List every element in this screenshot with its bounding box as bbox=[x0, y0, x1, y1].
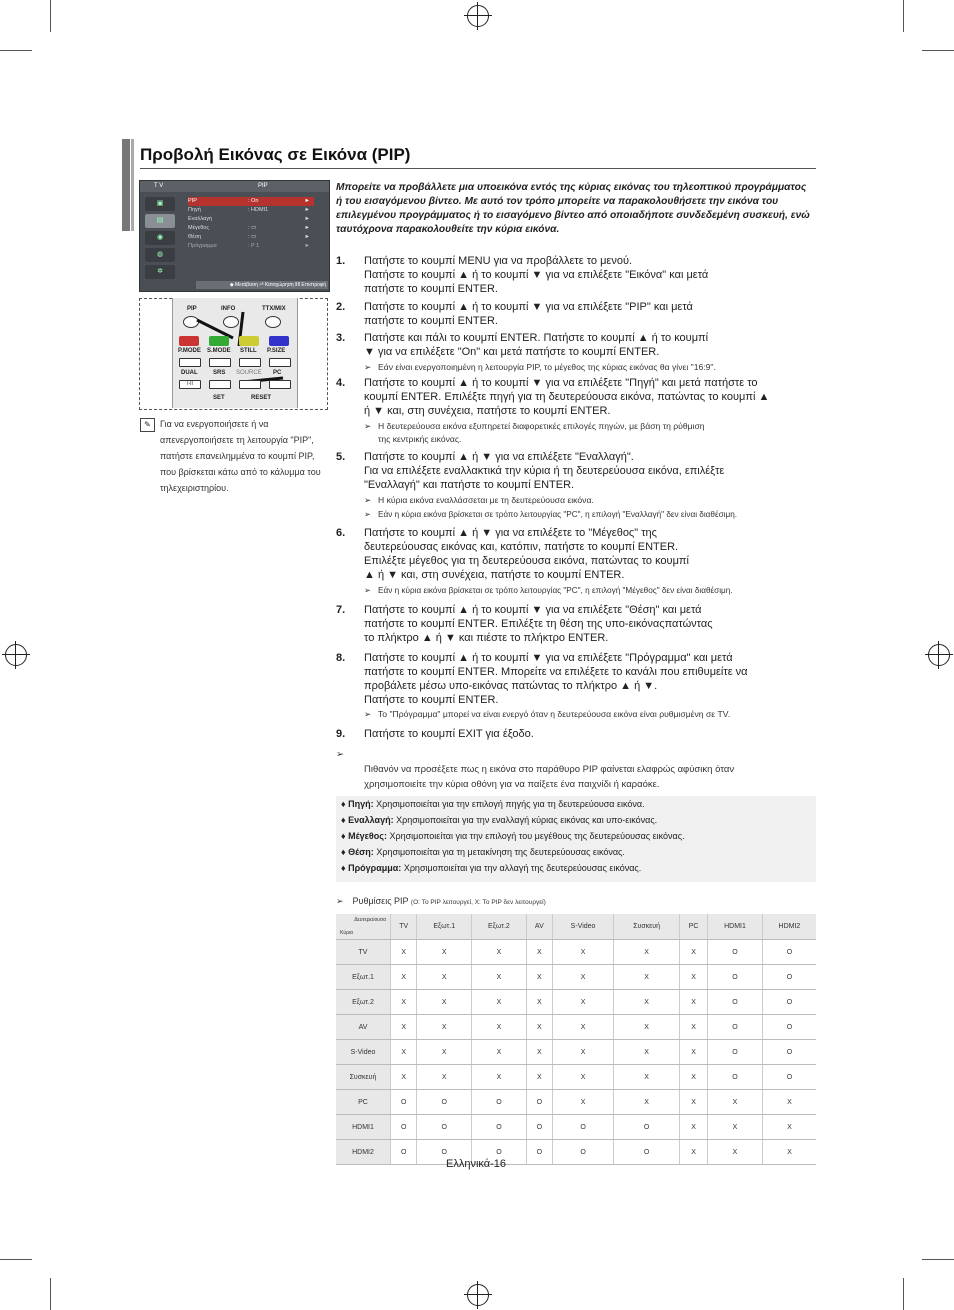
crop-mark bbox=[50, 0, 51, 32]
note-arrow-icon: ➢ bbox=[364, 495, 372, 505]
tv-menu-row: Πηγή : HDMI1 ► bbox=[188, 207, 310, 213]
tv-menu-sound-icon: ◉ bbox=[145, 231, 175, 245]
table-cell: X bbox=[614, 965, 680, 990]
table-cell: O bbox=[708, 1040, 763, 1065]
tv-menu-setup-icon: ✲ bbox=[145, 265, 175, 279]
table-row bbox=[336, 1015, 816, 1040]
table-cell: X bbox=[417, 990, 472, 1015]
table-row-header: TV bbox=[336, 940, 391, 965]
table-cell: X bbox=[614, 940, 680, 965]
remote-label-info: INFO bbox=[221, 306, 236, 312]
table-cell: X bbox=[472, 965, 527, 990]
remote-label-set: SET bbox=[213, 395, 225, 401]
table-cell: X bbox=[762, 1115, 816, 1140]
table-cell: X bbox=[526, 1040, 552, 1065]
table-cell: X bbox=[552, 965, 613, 990]
table-cell: X bbox=[680, 965, 708, 990]
remote-red-button bbox=[179, 336, 199, 346]
table-cell: O bbox=[762, 1065, 816, 1090]
step-4-note: ➢ Η δευτερεύουσα εικόνα εξυπηρετεί διαφορετικές επιλογές πηγών, με βάση τη ρύθμιση της κεντρικής εικόνας. bbox=[364, 421, 705, 444]
table-cell: O bbox=[526, 1115, 552, 1140]
table-row-header: Εξωτ.1 bbox=[336, 965, 391, 990]
table-cell: X bbox=[472, 1040, 527, 1065]
table-cell: O bbox=[762, 990, 816, 1015]
tv-menu-row: Μέγεθος : ▭ ► bbox=[188, 225, 310, 231]
title-accent-bar bbox=[131, 139, 134, 231]
tv-menu-row: Θέση : ▭ ► bbox=[188, 234, 310, 240]
page-footer: Ελληνικά-16 bbox=[446, 1158, 507, 1170]
step-3-note: ➢ Εάν είναι ενεργοποιημένη η λειτουργία PIP, το μέγεθος της κύριας εικόνας θα γίνει "16:9". bbox=[364, 362, 716, 372]
table-column-header: TV bbox=[391, 914, 417, 940]
table-cell: X bbox=[417, 940, 472, 965]
table-cell: O bbox=[552, 1140, 613, 1165]
table-cell: O bbox=[472, 1115, 527, 1140]
table-header-row bbox=[336, 914, 816, 940]
table-cell: X bbox=[614, 1015, 680, 1040]
crop-mark bbox=[0, 50, 32, 51]
table-cell: X bbox=[762, 1140, 816, 1165]
step-5-note-2: ➢ Εάν η κύρια εικόνα βρίσκεται σε τρόπο λειτουργίας "PC", η επιλογή "Εναλλαγή" δεν είναι διαθέσιμη. bbox=[364, 510, 738, 519]
table-row-header: S-Video bbox=[336, 1040, 391, 1065]
table-cell: O bbox=[708, 1065, 763, 1090]
table-cell: X bbox=[526, 1015, 552, 1040]
note-arrow-icon: ➢ bbox=[364, 709, 372, 719]
table-cell: O bbox=[526, 1140, 552, 1165]
table-column-header: PC bbox=[680, 914, 708, 940]
table-cell: O bbox=[614, 1115, 680, 1140]
table-row-header: PC bbox=[336, 1090, 391, 1115]
table-cell: X bbox=[614, 990, 680, 1015]
registration-mark-icon bbox=[928, 644, 950, 666]
tv-menu-header bbox=[140, 181, 329, 192]
table-row bbox=[336, 1115, 816, 1140]
remote-still-button bbox=[239, 358, 261, 367]
glossary-item: ♦ Μέγεθος: Χρησιμοποιείται για την επιλογή του μεγέθους της δευτερεύουσας εικόνας. bbox=[341, 831, 685, 841]
table-row-header: HDMI2 bbox=[336, 1140, 391, 1165]
glossary-item: ♦ Εναλλαγή: Χρησιμοποιείται για την εναλλαγή κύριας εικόνας και υπο-εικόνας. bbox=[341, 815, 658, 825]
table-cell: X bbox=[417, 1065, 472, 1090]
tv-menu-footer: ◆ Μετάβαση ⏎ Καταχώρηση ⅡⅡ Επιστροφή bbox=[196, 281, 328, 289]
table-cell: O bbox=[762, 1015, 816, 1040]
table-cell: X bbox=[614, 1040, 680, 1065]
table-cell: X bbox=[391, 940, 417, 965]
registration-mark-icon bbox=[467, 1284, 489, 1306]
table-cell: O bbox=[391, 1140, 417, 1165]
crop-mark bbox=[903, 0, 904, 32]
step-5-note: ➢ Η κύρια εικόνα εναλλάσσεται με τη δευτερεύουσα εικόνα. bbox=[364, 495, 594, 505]
table-cell: X bbox=[680, 1065, 708, 1090]
table-cell: O bbox=[614, 1140, 680, 1165]
table-cell: O bbox=[417, 1140, 472, 1165]
tv-menu-input-icon: ▣ bbox=[145, 197, 175, 211]
table-cell: X bbox=[417, 965, 472, 990]
table-cell: X bbox=[680, 1090, 708, 1115]
note-icon: ✎ bbox=[140, 418, 155, 432]
page-title: Προβολή Εικόνας σε Εικόνα (PIP) bbox=[140, 145, 411, 164]
remote-label-pmode: P.MODE bbox=[178, 348, 201, 354]
table-row-header: AV bbox=[336, 1015, 391, 1040]
remote-label-ttx: TTX/MIX bbox=[262, 306, 286, 312]
note-arrow-icon: ➢ bbox=[364, 421, 372, 431]
table-column-header: AV bbox=[526, 914, 552, 940]
table-cell: X bbox=[680, 1015, 708, 1040]
step-6-note: ➢ Εάν η κύρια εικόνα βρίσκεται σε τρόπο λειτουργίας "PC", η επιλογή "Μέγεθος" δεν είναι διαθέσιμη. bbox=[364, 586, 733, 595]
table-cell: X bbox=[680, 1140, 708, 1165]
table-cell: O bbox=[526, 1090, 552, 1115]
table-column-header: Εξωτ.1 bbox=[417, 914, 472, 940]
remote-smode-button bbox=[209, 358, 231, 367]
remote-label-pc: PC bbox=[273, 370, 282, 376]
remote-label-smode: S.MODE bbox=[207, 348, 231, 354]
table-cell: X bbox=[391, 1040, 417, 1065]
tv-menu-list bbox=[188, 197, 314, 251]
remote-pc-button bbox=[269, 380, 291, 389]
remote-label-reset: RESET bbox=[251, 395, 272, 401]
table-cell: X bbox=[526, 1065, 552, 1090]
remote-label-psize: P.SIZE bbox=[267, 348, 286, 354]
table-column-header: Συσκευή bbox=[614, 914, 680, 940]
table-cell: O bbox=[708, 1015, 763, 1040]
title-divider bbox=[140, 168, 816, 169]
table-cell: X bbox=[680, 1115, 708, 1140]
table-cell: X bbox=[472, 1065, 527, 1090]
intro-paragraph: Μπορείτε να προβάλλετε μια υποεικόνα εντός της κύριας εικόνας του τηλεοπτικού προγράμματος ή του εισαγόμενου βίντεο. Με αυτό τον τρόπο μπορείτε να παρακολουθήσετε την εικόνα του επιλεγμένου προγράμματος ή το εισαγόμενο βίντεο από οποιαδήποτε συνδεδεμένη συσκευή, ενώ ταυτόχρονα παρακολουθείτε την κύρια εικόνα. bbox=[336, 182, 810, 235]
table-column-header: HDMI1 bbox=[708, 914, 763, 940]
table-cell: X bbox=[680, 990, 708, 1015]
side-note: Για να ενεργοποιήσετε ή να απενεργοποιήσετε τη λειτουργία "PIP", πατήστε επανειλημμένα το κουμπί PIP, που βρίσκεται κάτω από το κάλυμμα του τηλεχειριστηρίου. bbox=[160, 419, 321, 493]
tv-menu-channel-icon: ◍ bbox=[145, 248, 175, 262]
table-row bbox=[336, 965, 816, 990]
remote-label-pip: PIP bbox=[187, 306, 197, 312]
tv-menu-tab-tv: T V bbox=[154, 183, 164, 189]
table-row-header: Συσκευή bbox=[336, 1065, 391, 1090]
registration-mark-icon bbox=[5, 644, 27, 666]
table-cell: X bbox=[391, 1015, 417, 1040]
remote-label-srs: SRS bbox=[213, 370, 226, 376]
tv-menu-sidebar bbox=[142, 195, 178, 280]
table-cell: O bbox=[762, 940, 816, 965]
note-arrow-icon: ➢ bbox=[364, 362, 372, 372]
table-cell: X bbox=[526, 965, 552, 990]
tv-menu-screenshot bbox=[139, 180, 330, 292]
table-corner-cell: Δευτερεύουσα Κύρια bbox=[336, 914, 391, 940]
table-cell: X bbox=[552, 1015, 613, 1040]
tv-menu-row: Πρόγραμμα : P 1 ► bbox=[188, 243, 310, 249]
pip-settings-table bbox=[336, 914, 816, 1165]
table-cell: O bbox=[472, 1140, 527, 1165]
table-row bbox=[336, 940, 816, 965]
table-cell: X bbox=[391, 1065, 417, 1090]
table-cell: O bbox=[762, 965, 816, 990]
remote-dual-button: I-II bbox=[179, 380, 201, 389]
tv-menu-row: Εναλλαγή ► bbox=[188, 216, 310, 222]
table-cell: X bbox=[552, 1065, 613, 1090]
table-row-header: HDMI1 bbox=[336, 1115, 391, 1140]
bottom-note: ➢ Πιθανόν να προσέξετε πως η εικόνα στο παράθυρο PIP φαίνεται ελαφρώς αφύσικη όταν χρησιμοποιείτε την κύρια οθόνη για να παίξετε ένα παιχνίδι ή καραόκε. bbox=[336, 749, 735, 790]
note-arrow-icon: ➢ bbox=[336, 749, 344, 760]
tv-menu-tab-pip: PIP bbox=[258, 183, 268, 189]
table-row bbox=[336, 990, 816, 1015]
table-cell: X bbox=[472, 1015, 527, 1040]
table-cell: X bbox=[614, 1090, 680, 1115]
table-row bbox=[336, 1090, 816, 1115]
table-cell: X bbox=[762, 1090, 816, 1115]
glossary-item: ♦ Πρόγραμμα: Χρησιμοποιείται για την αλλαγή της δευτερεύουσας εικόνας. bbox=[341, 863, 642, 873]
remote-label-still: STILL bbox=[240, 348, 257, 354]
crop-mark bbox=[0, 1259, 32, 1260]
crop-mark bbox=[903, 1278, 904, 1310]
remote-green-button bbox=[209, 336, 229, 346]
step-8-note: ➢ Το "Πρόγραμμα" μπορεί να είναι ενεργό όταν η δευτερεύουσα εικόνα είναι ρυθμισμένη σε TV. bbox=[364, 709, 731, 719]
table-cell: X bbox=[417, 1040, 472, 1065]
tv-menu-picture-icon: ▤ bbox=[145, 214, 175, 228]
crop-mark bbox=[922, 50, 954, 51]
table-cell: O bbox=[472, 1090, 527, 1115]
table-cell: O bbox=[708, 965, 763, 990]
table-cell: X bbox=[552, 940, 613, 965]
remote-source-button bbox=[239, 380, 261, 389]
table-cell: O bbox=[417, 1090, 472, 1115]
table-cell: O bbox=[417, 1115, 472, 1140]
table-column-header: HDMI2 bbox=[762, 914, 816, 940]
table-cell: X bbox=[552, 1040, 613, 1065]
table-cell: X bbox=[552, 1090, 613, 1115]
table-cell: X bbox=[526, 940, 552, 965]
remote-label-source: SOURCE bbox=[236, 370, 262, 376]
table-cell: X bbox=[391, 990, 417, 1015]
crop-mark bbox=[922, 1259, 954, 1260]
remote-illustration bbox=[172, 298, 298, 408]
note-arrow-icon: ➢ bbox=[364, 586, 371, 595]
remote-blue-button bbox=[269, 336, 289, 346]
table-cell: X bbox=[614, 1065, 680, 1090]
table-row bbox=[336, 1140, 816, 1165]
table-cell: O bbox=[762, 1040, 816, 1065]
remote-srs-button bbox=[209, 380, 231, 389]
table-cell: O bbox=[708, 940, 763, 965]
table-caption: ➢ Ρυθμίσεις PIP (O: Το PIP λειτουργεί, X: Το PIP δεν λειτουργεί) bbox=[336, 896, 546, 906]
crop-mark bbox=[50, 1278, 51, 1310]
table-cell: O bbox=[391, 1090, 417, 1115]
table-cell: O bbox=[708, 990, 763, 1015]
table-cell: X bbox=[680, 940, 708, 965]
tv-menu-row: PIP : On ► bbox=[188, 197, 314, 206]
table-row bbox=[336, 1040, 816, 1065]
table-cell: X bbox=[708, 1140, 763, 1165]
remote-yellow-button bbox=[239, 336, 259, 346]
table-column-header: S-Video bbox=[552, 914, 613, 940]
table-row bbox=[336, 1065, 816, 1090]
note-arrow-icon: ➢ bbox=[364, 510, 371, 519]
glossary-box bbox=[336, 796, 816, 882]
table-cell: X bbox=[391, 965, 417, 990]
table-cell: O bbox=[552, 1115, 613, 1140]
table-row-header: Εξωτ.2 bbox=[336, 990, 391, 1015]
table-column-header: Εξωτ.2 bbox=[472, 914, 527, 940]
remote-pmode-button bbox=[179, 358, 201, 367]
table-cell: X bbox=[680, 1040, 708, 1065]
table-cell: X bbox=[472, 940, 527, 965]
table-cell: O bbox=[391, 1115, 417, 1140]
table-cell: X bbox=[417, 1015, 472, 1040]
table-cell: X bbox=[708, 1115, 763, 1140]
table-cell: X bbox=[472, 990, 527, 1015]
glossary-item: ♦ Θέση: Χρησιμοποιείται για τη μετακίνηση της δευτερεύουσας εικόνας. bbox=[341, 847, 625, 857]
title-accent-bar bbox=[122, 139, 130, 231]
glossary-item: ♦ Πηγή: Χρησιμοποιείται για την επιλογή πηγής για τη δευτερεύουσα εικόνα. bbox=[341, 799, 645, 809]
table-cell: X bbox=[708, 1090, 763, 1115]
remote-psize-button bbox=[269, 358, 291, 367]
note-arrow-icon: ➢ bbox=[336, 896, 344, 906]
registration-mark-icon bbox=[467, 5, 489, 27]
remote-label-dual: DUAL bbox=[181, 370, 198, 376]
table-cell: X bbox=[526, 990, 552, 1015]
table-cell: X bbox=[552, 990, 613, 1015]
